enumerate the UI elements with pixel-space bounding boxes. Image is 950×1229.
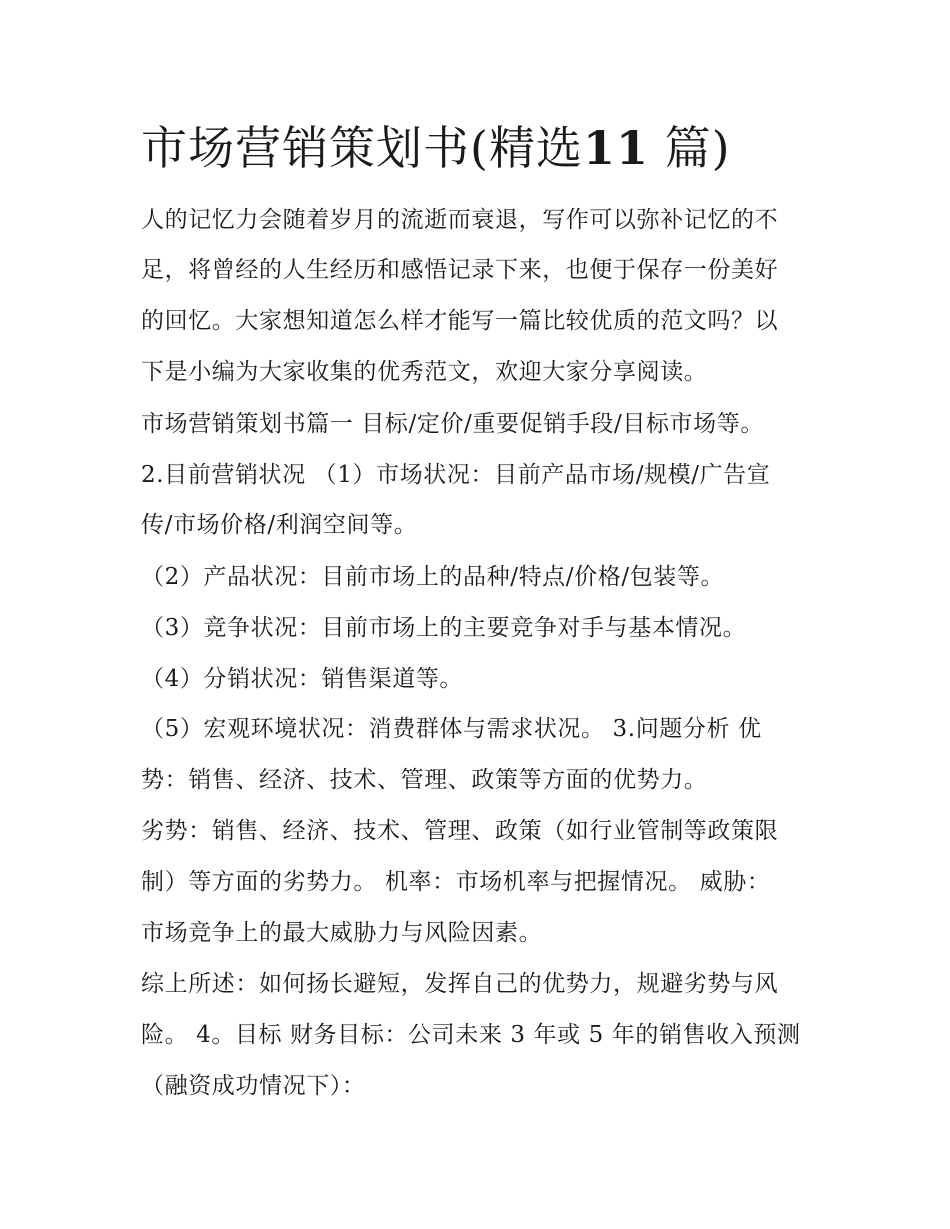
text-line: 足，将曾经的人生经历和感悟记录下来，也便于保存一份美好 bbox=[141, 257, 779, 283]
text-line: （5）宏观环境状况：消费群体与需求状况。 3.问题分析 优 bbox=[141, 716, 762, 742]
text-line: 下是小编为大家收集的优秀范文，欢迎大家分享阅读。 bbox=[141, 359, 708, 385]
text-line: 制）等方面的劣势力。 机率：市场机率与把握情况。 威胁： bbox=[141, 869, 771, 895]
text-line: 劣势：销售、经济、技术、管理、政策（如行业管制等政策限 bbox=[141, 818, 779, 844]
text-line: 市场竞争上的最大威胁力与风险因素。 bbox=[141, 920, 543, 946]
text-line: （融资成功情况下）： bbox=[141, 1073, 366, 1099]
document-title bbox=[141, 112, 731, 184]
text-line: （3）竞争状况：目前市场上的主要竞争对手与基本情况。 bbox=[141, 615, 747, 641]
text-line: 市场营销策划书篇一 目标/定价/重要促销手段/目标市场等。 bbox=[141, 411, 764, 437]
title-suffix: 篇) bbox=[664, 121, 731, 175]
text-line: 的回忆。大家想知道怎么样才能写一篇比较优质的范文吗？以 bbox=[141, 308, 779, 334]
text-line: 综上所述：如何扬长避短，发挥自己的优势力，规避劣势与风 bbox=[141, 971, 779, 997]
text-line: （4）分销状况：销售渠道等。 bbox=[141, 666, 464, 692]
text-line: 传/市场价格/利润空间等。 bbox=[141, 512, 418, 538]
text-line: 人的记忆力会随着岁月的流逝而衰退，写作可以弥补记忆的不 bbox=[141, 207, 779, 233]
text-line: 2.目前营销状况 （1）市场状况：目前产品市场/规模/广告宣 bbox=[141, 462, 771, 488]
title-number: 11 bbox=[582, 121, 649, 175]
text-line: 险。 4。目标 财务目标：公司未来 3 年或 5 年的销售收入预测 bbox=[141, 1022, 801, 1048]
title-prefix: 市场营销策划书(精选 bbox=[141, 121, 583, 175]
text-line: （2）产品状况：目前市场上的品种/特点/价格/包装等。 bbox=[141, 564, 725, 590]
text-line: 势：销售、经济、技术、管理、政策等方面的优势力。 bbox=[141, 767, 708, 793]
